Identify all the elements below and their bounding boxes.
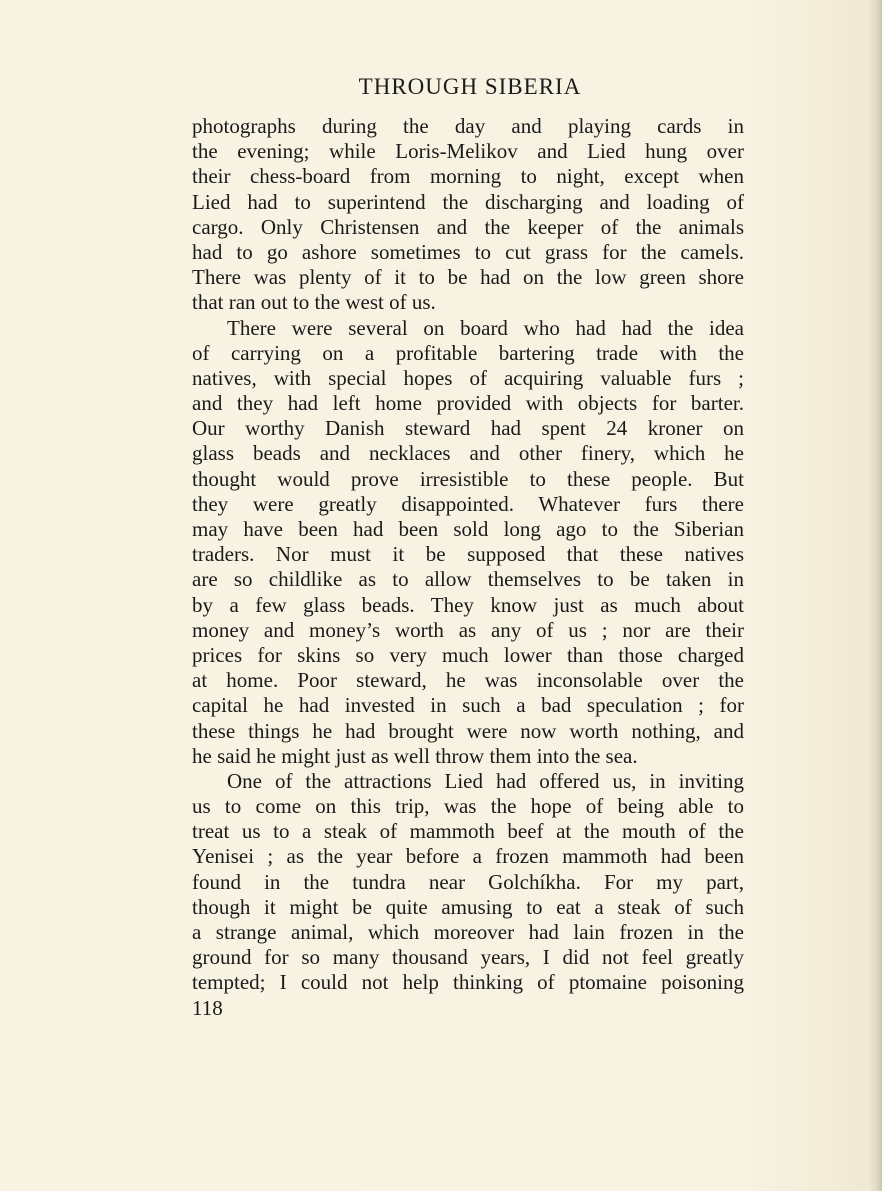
text-line: of carrying on a profitable bartering trade with the — [192, 340, 744, 365]
text-line: that ran out to the west of us. — [192, 290, 436, 315]
text-line: may have been had been sold long ago to the Siberian — [192, 517, 744, 541]
text-line: Lied had to superintend the discharging and loading of — [192, 189, 744, 214]
text-line: he said he might just as well throw them into the sea. — [192, 743, 638, 768]
text-line: though it might be quite amusing to eat a steak of such — [192, 894, 744, 919]
body-text — [192, 114, 744, 996]
text-line: thought would prove irresistible to these people. But — [192, 466, 744, 491]
text-line: One of the attractions Lied had offered us, in inviting — [227, 768, 744, 793]
text-line: their chess-board from morning to night, except when — [192, 164, 744, 189]
text-line: There was plenty of it to be had on the low green shore — [192, 265, 744, 290]
text-line: There were several on board who had had the idea — [227, 315, 744, 340]
text-line: us to come on this trip, was the hope of being able to — [192, 794, 744, 819]
text-line: found in the tundra near Golchíkha. For my part, — [192, 869, 744, 894]
text-line: photographs during the day and playing cards in — [192, 114, 744, 138]
text-line: ground for so many thousand years, I did not feel greatly — [192, 945, 744, 970]
text-line: these things he had brought were now worth nothing, and — [192, 718, 744, 743]
text-line: treat us to a steak of mammoth beef at the mouth of the — [192, 819, 744, 844]
text-line: at home. Poor steward, he was inconsolable over the — [192, 668, 744, 693]
text-line: traders. Nor must it be supposed that these natives — [192, 542, 744, 567]
text-line: prices for skins so very much lower than those charged — [192, 642, 744, 667]
text-line: natives, with special hopes of acquiring valuable furs ; — [192, 365, 744, 390]
text-line: the evening; while Loris-Melikov and Lied hung over — [192, 139, 744, 164]
text-line: by a few glass beads. They know just as much about — [192, 592, 744, 617]
page-edge-shadow — [868, 0, 882, 1191]
text-line: money and money’s worth as any of us ; nor are their — [192, 617, 744, 642]
text-line: they were greatly disappointed. Whatever furs there — [192, 491, 744, 516]
text-line: tempted; I could not help thinking of ptomaine poisoning — [192, 970, 744, 995]
text-line: glass beads and necklaces and other finery, which he — [192, 441, 744, 466]
text-line: a strange animal, which moreover had lain frozen in the — [192, 920, 744, 944]
text-line: cargo. Only Christensen and the keeper of the animals — [192, 214, 744, 239]
page-number: 118 — [192, 996, 223, 1020]
text-line: Our worthy Danish steward had spent 24 kroner on — [192, 416, 744, 441]
running-head: THROUGH SIBERIA — [358, 74, 582, 99]
text-line: and they had left home provided with objects for barter. — [192, 391, 744, 416]
text-line: had to go ashore sometimes to cut grass for the camels. — [192, 239, 744, 264]
text-line: are so childlike as to allow themselves to be taken in — [192, 567, 744, 592]
text-line: Yenisei ; as the year before a frozen mammoth had been — [192, 844, 744, 869]
text-line: capital he had invested in such a bad speculation ; for — [192, 693, 744, 718]
